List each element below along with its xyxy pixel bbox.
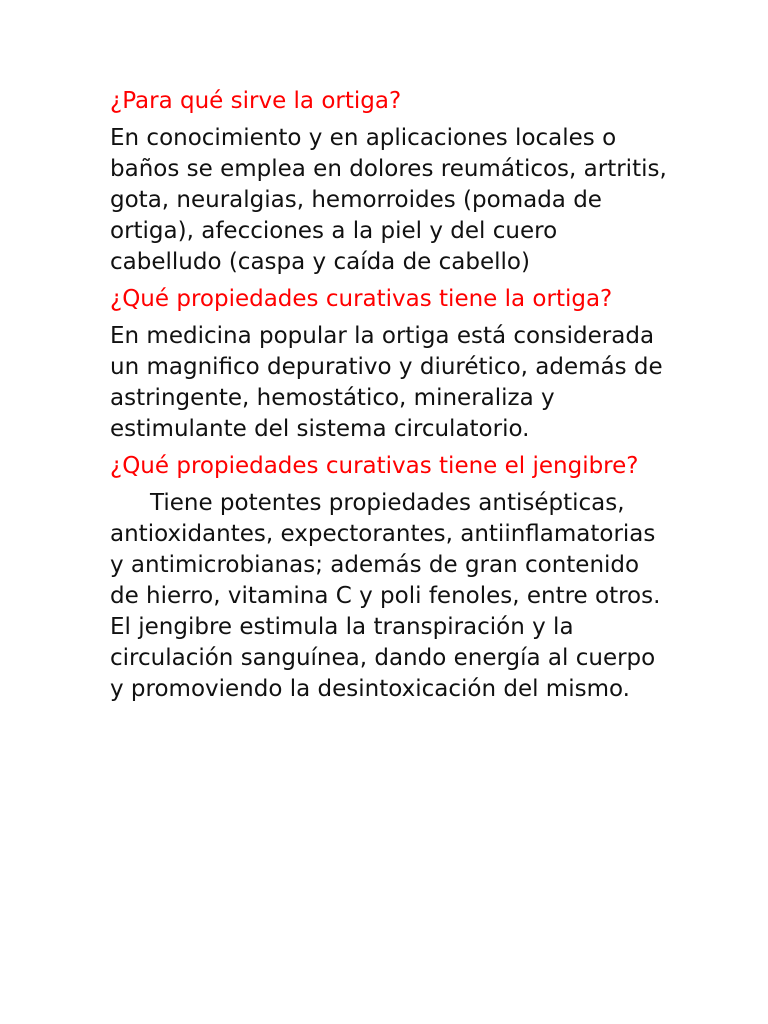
section-ortiga-properties — [110, 284, 670, 445]
answer-paragraph: En conocimiento y en aplicaciones locales o baños se emplea en dolores reumáticos, artritis, gota, neuralgias, hemorroides (pomada de ortiga), afecciones a la piel y del cuero cabelludo (caspa y caída de cabello) — [110, 125, 667, 275]
question-heading: ¿Para qué sirve la ortiga? — [110, 88, 402, 114]
question-heading: ¿Qué propiedades curativas tiene el jengibre? — [110, 453, 639, 479]
document-page — [110, 86, 670, 711]
section-jengibre-properties — [110, 451, 670, 705]
answer-paragraph: En medicina popular la ortiga está considerada un magnifico depurativo y diurético, además de astringente, hemostático, mineraliza y estimulante del sistema circulatorio. — [110, 323, 663, 442]
question-heading: ¿Qué propiedades curativas tiene la ortiga? — [110, 286, 613, 312]
section-ortiga-uses — [110, 86, 670, 278]
answer-paragraph: Tiene potentes propiedades antisépticas, antioxidantes, expectorantes, antiinflamatorias y antimicrobianas; además de gran contenido de hierro, vitamina C y poli fenoles, entre otros. El jengibre estimula la transpiración y la circulación sanguínea, dando energía al cuerpo y promoviendo la desintoxicación del mismo. — [110, 490, 661, 702]
